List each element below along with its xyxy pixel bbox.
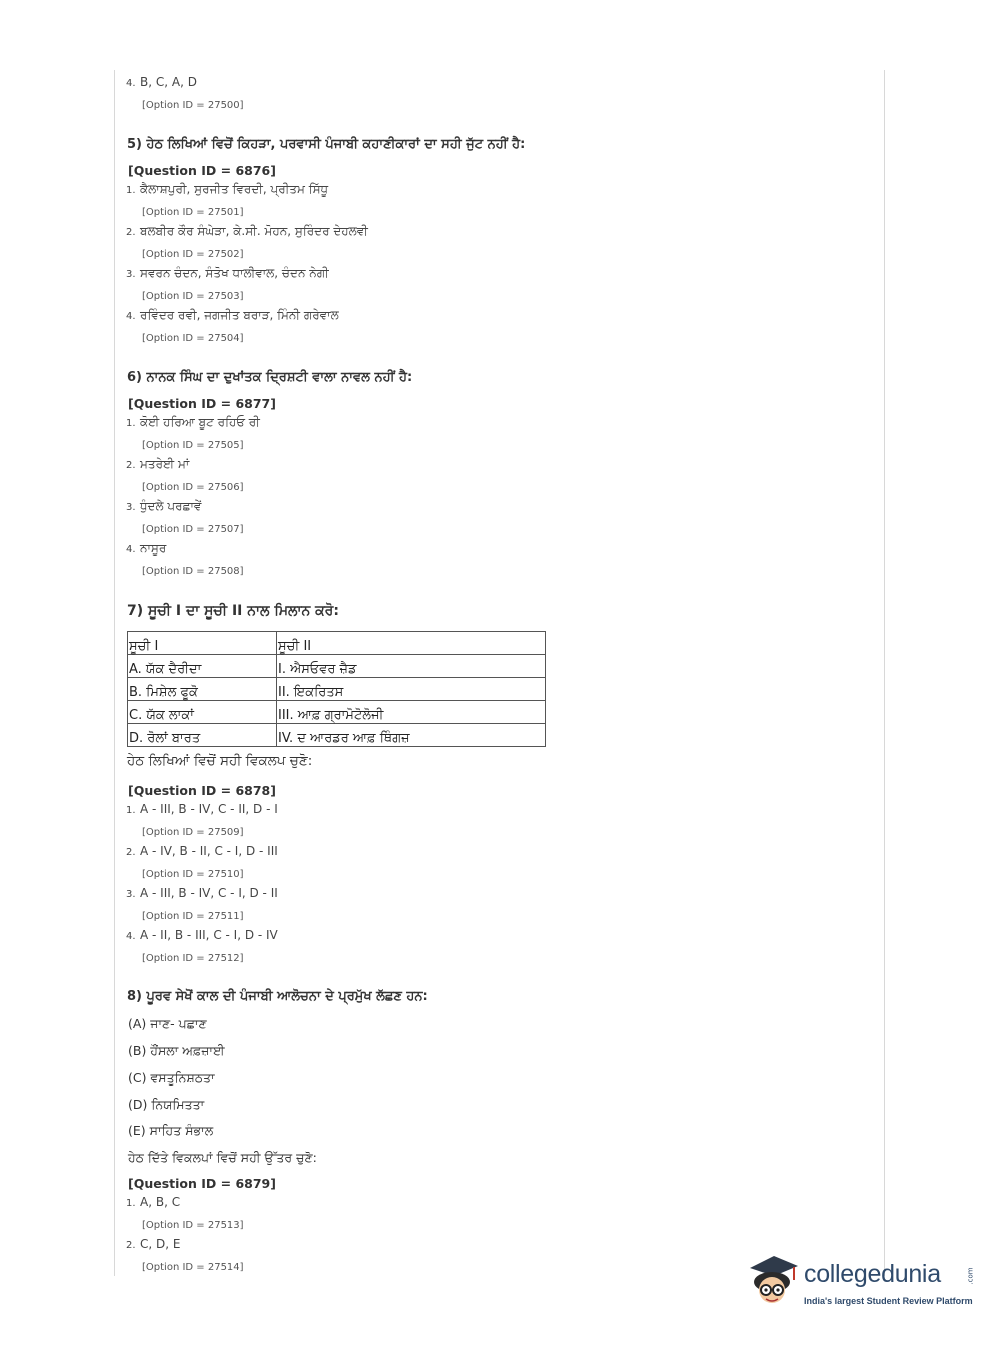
option-id: [Option ID = 27507]	[142, 524, 244, 535]
option-item: 3. A - III, B - IV, C - I, D - II	[126, 886, 278, 900]
table-cell: D. ਰੋਲਾਂ ਬਾਰਤ	[128, 724, 277, 747]
option-id: [Option ID = 27505]	[142, 440, 244, 451]
option-item: 1. A - III, B - IV, C - II, D - I	[126, 802, 278, 816]
statement-item: (E) ਸਾਹਿਤ ਸੰਭਾਲ	[128, 1123, 214, 1138]
table-cell: B. ਮਿਸ਼ੇਲ ਫੂਕੋ	[128, 678, 277, 701]
table-row	[128, 701, 546, 724]
option-id: [Option ID = 27512]	[142, 953, 244, 964]
table-header-row	[128, 632, 546, 655]
option-item: 3. ਸਵਰਨ ਚੰਦਨ, ਸੰਤੋਖ ਧਾਲੀਵਾਲ, ਚੰਦਨ ਨੇਗੀ	[126, 266, 329, 280]
table-header-cell: ਸੂਚੀ I	[128, 632, 277, 655]
question-header: 8) ਪੂਰਵ ਸੇਖੋਂ ਕਾਲ ਦੀ ਪੰਜਾਬੀ ਆਲੋਚਨਾ ਦੇ ਪ੍ਰਮੁੱਖ ਲੱਛਣ ਹਨ:	[127, 989, 428, 1004]
brand-tagline: India's largest Student Review Platform	[804, 1296, 973, 1306]
statement-item: (C) ਵਸਤੂਨਿਸ਼ਠਤਾ	[128, 1070, 215, 1085]
question-header: 7) ਸੂਚੀ I ਦਾ ਸੂਚੀ II ਨਾਲ ਮਿਲਾਨ ਕਰੋ:	[127, 603, 339, 619]
option-id: [Option ID = 27508]	[142, 566, 244, 577]
option-id: [Option ID = 27502]	[142, 249, 244, 260]
option-item: 1. A, B, C	[126, 1195, 181, 1209]
table-cell: C. ਯੱਕ ਲਾਕਾਂ	[128, 701, 277, 724]
option-item: 4. ਨਾਸੂਰ	[126, 541, 167, 555]
table-header-cell: ਸੂਚੀ II	[277, 632, 546, 655]
table-cell: II. ਇਕਰਿਤਸ	[277, 678, 546, 701]
option-item: 3. ਧੁੰਦਲੇ ਪਰਛਾਵੇਂ	[126, 499, 202, 513]
option-id: [Option ID = 27514]	[142, 1262, 244, 1273]
option-item: 4. ਰਵਿੰਦਰ ਰਵੀ, ਜਗਜੀਤ ਬਰਾੜ, ਮਿੰਨੀ ਗਰੇਵਾਲ	[126, 308, 339, 322]
option-item: 2. A - IV, B - II, C - I, D - III	[126, 844, 278, 858]
question-id: [Question ID = 6878]	[128, 783, 276, 798]
option-id: [Option ID = 27504]	[142, 333, 244, 344]
brand-suffix: .com	[966, 1267, 975, 1285]
option-item: 2. ਮਤਰੇਈ ਮਾਂ	[126, 457, 190, 471]
option-item: 2. C, D, E	[126, 1237, 181, 1251]
left-margin-rule	[114, 70, 115, 1276]
option-id: [Option ID = 27509]	[142, 827, 244, 838]
table-cell: IV. ਦ ਆਰਡਰ ਆਫ਼ ਥਿੰਗਜ਼	[277, 724, 546, 747]
statement-item: (D) ਨਿਯਮਿਤਤਾ	[128, 1097, 205, 1112]
question-header: 6) ਨਾਨਕ ਸਿੰਘ ਦਾ ਦੁਖਾਂਤਕ ਦ੍ਰਿਸ਼ਟੀ ਵਾਲਾ ਨਾਵਲ ਨਹੀਂ ਹੈ:	[127, 370, 413, 385]
table-row	[128, 655, 546, 678]
table-cell: III. ਆਫ਼ ਗ੍ਰਾਮੋਟੋਲੋਜੀ	[277, 701, 546, 724]
option-id: [Option ID = 27510]	[142, 869, 244, 880]
match-table	[127, 631, 546, 747]
right-margin-rule	[884, 70, 885, 1276]
collegedunia-logo	[744, 1252, 974, 1312]
option-id: [Option ID = 27501]	[142, 207, 244, 218]
option-id: [Option ID = 27511]	[142, 911, 244, 922]
option-id: [Option ID = 27503]	[142, 291, 244, 302]
statement-item: (A) ਜਾਣ- ਪਛਾਣ	[128, 1016, 207, 1031]
table-row	[128, 678, 546, 701]
option-id: [Option ID = 27506]	[142, 482, 244, 493]
table-cell: I. ਐਸਓਵਰ ਜ਼ੈਡ	[277, 655, 546, 678]
option-id: [Option ID = 27513]	[142, 1220, 244, 1231]
option-item: 1. ਕੈਲਾਸ਼ਪੁਰੀ, ਸੁਰਜੀਤ ਵਿਰਦੀ, ਪ੍ਰੀਤਮ ਸਿੱਧੂ	[126, 182, 329, 196]
question-header: 5) ਹੇਠ ਲਿਖਿਆਂ ਵਿਚੋਂ ਕਿਹੜਾ, ਪਰਵਾਸੀ ਪੰਜਾਬੀ ਕਹਾਣੀਕਾਰਾਂ ਦਾ ਸਹੀ ਜੁੱਟ ਨਹੀਂ ਹੈ:	[127, 137, 526, 152]
question-id: [Question ID = 6876]	[128, 163, 276, 178]
statement-item: (B) ਹੌਂਸਲਾ ਅਫ਼ਜ਼ਾਈ	[128, 1043, 225, 1058]
option-item: 4. A - II, B - III, C - I, D - IV	[126, 928, 278, 942]
question-id: [Question ID = 6879]	[128, 1176, 276, 1191]
brand-name: collegedunia	[804, 1260, 941, 1288]
mascot-icon	[744, 1252, 802, 1310]
table-cell: A. ਯੱਕ ਦੈਰੀਦਾ	[128, 655, 277, 678]
option-id: [Option ID = 27500]	[142, 100, 244, 111]
question-id: [Question ID = 6877]	[128, 396, 276, 411]
instruction-text: ਹੇਠ ਦਿੱਤੇ ਵਿਕਲਪਾਂ ਵਿਚੋਂ ਸਹੀ ਉੱਤਰ ਚੁਣੋ:	[128, 1150, 317, 1165]
option-item: 2. ਬਲਬੀਰ ਕੌਰ ਸੰਘੇੜਾ, ਕੇ.ਸੀ. ਮੋਹਨ, ਸੁਰਿੰਦਰ ਦੇਹਲਵੀ	[126, 224, 368, 238]
option-item: 1. ਕੋਈ ਹਰਿਆ ਬੂਟ ਰਹਿਓ ਰੀ	[126, 415, 260, 429]
option-item: 4. B, C, A, D	[126, 75, 197, 89]
instruction-text: ਹੇਠ ਲਿਖਿਆਂ ਵਿਚੋਂ ਸਹੀ ਵਿਕਲਪ ਚੁਣੋ:	[127, 753, 313, 769]
table-row	[128, 724, 546, 747]
